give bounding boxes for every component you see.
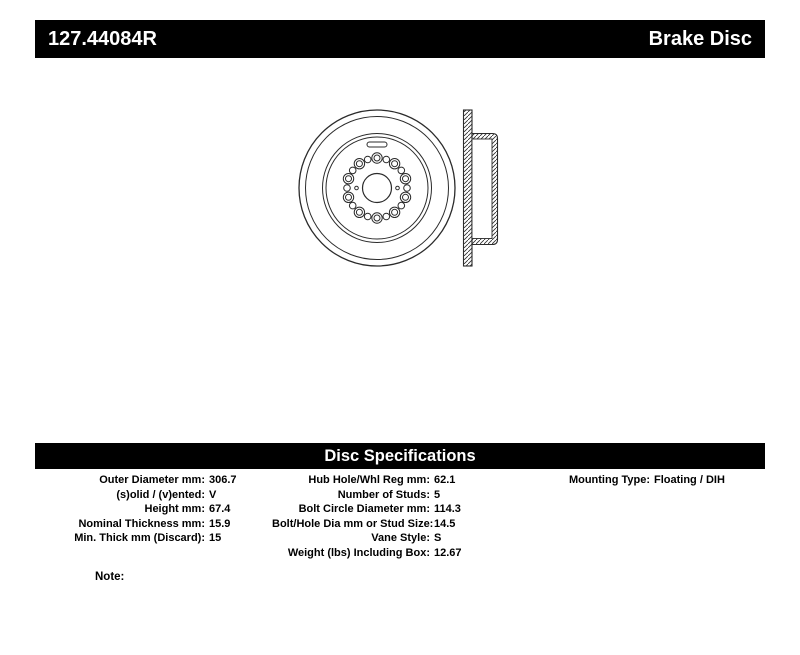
access-hole (349, 167, 356, 174)
stud-hole (354, 159, 364, 169)
access-hole (404, 185, 411, 192)
stud-hole (343, 192, 353, 202)
spec-value: 14.5 (434, 517, 456, 530)
stud-hole (372, 153, 382, 163)
spec-value: 62.1 (434, 474, 456, 486)
spec-row-bolt-circle-diameter (272, 502, 537, 517)
spec-row-weight (272, 546, 537, 561)
spec-label: Number of Studs: (337, 488, 430, 501)
spec-row-bolt-hole-dia (272, 517, 537, 532)
note-label: Note: (95, 571, 125, 583)
spec-value: 306.7 (209, 474, 237, 486)
spec-row-height (35, 502, 280, 517)
spec-value: 15.9 (209, 517, 231, 530)
spec-value: 67.4 (209, 503, 231, 516)
spec-label: Bolt/Hole Dia mm or Stud Size: (272, 517, 434, 530)
product-type-title: Brake Disc (648, 27, 752, 50)
stud-hole (374, 155, 380, 161)
hat-section-cavity (472, 139, 492, 239)
brake-disc-front-view (299, 110, 455, 266)
rotor-plate-section (464, 110, 473, 266)
part-number: 127.44084R (48, 27, 157, 50)
spec-label: Mounting Type: (568, 474, 650, 486)
spec-row-hub-hole (272, 473, 537, 488)
access-hole (344, 185, 351, 192)
spec-value: 5 (434, 488, 441, 501)
center-bore-circle (363, 174, 392, 203)
spec-label: Height mm: (144, 503, 205, 516)
spec-column-middle (272, 473, 537, 561)
spec-row-vane-style (272, 531, 537, 546)
spec-label: Weight (lbs) Including Box: (287, 546, 430, 559)
outer-inner-circle (306, 117, 449, 260)
spec-label: (s)olid / (v)ented: (116, 488, 205, 501)
stud-hole (374, 215, 380, 221)
stud-hole (356, 161, 362, 167)
spec-column-left (35, 473, 280, 546)
alignment-dot-left (355, 186, 359, 190)
access-hole (364, 156, 371, 163)
spec-label: Vane Style: (371, 532, 430, 545)
hub-band-outer-circle (323, 134, 432, 243)
stud-hole (343, 174, 353, 184)
stud-hole (372, 213, 382, 223)
header-bar (35, 20, 765, 58)
stud-hole (400, 174, 410, 184)
stud-hole (400, 192, 410, 202)
stud-hole (346, 176, 352, 182)
section-title-bar (35, 443, 765, 469)
stud-hole (403, 176, 409, 182)
stud-hole (403, 194, 409, 200)
spec-row-min-thick (35, 531, 280, 546)
spec-label: Bolt Circle Diameter mm: (298, 503, 430, 516)
access-hole (349, 202, 356, 209)
spec-value: 12.67 (434, 546, 462, 559)
spec-label: Nominal Thickness mm: (78, 517, 205, 530)
spec-column-right (555, 473, 765, 488)
access-hole (364, 213, 371, 220)
access-hole (383, 213, 390, 220)
stud-hole (392, 209, 398, 215)
spec-row-solid-vented (35, 488, 280, 503)
spec-label: Min. Thick mm (Discard): (74, 532, 205, 545)
stud-hole (356, 209, 362, 215)
access-hole (398, 202, 405, 209)
spec-value: Floating / DIH (654, 474, 725, 486)
stud-hole (392, 161, 398, 167)
section-title: Disc Specifications (324, 446, 476, 465)
alignment-dot-right (396, 186, 400, 190)
stud-hole (354, 207, 364, 217)
brake-disc-drawing (280, 95, 520, 287)
access-hole (383, 156, 390, 163)
spec-row-number-of-studs (272, 488, 537, 503)
spec-row-outer-diameter (35, 473, 280, 488)
spec-label: Hub Hole/Whl Reg mm: (308, 474, 430, 486)
stud-hole (389, 207, 399, 217)
stud-hole (346, 194, 352, 200)
spec-label: Outer Diameter mm: (99, 474, 205, 486)
spec-value: V (209, 488, 217, 501)
stud-hole (389, 159, 399, 169)
spec-value: S (434, 532, 442, 545)
bolt-hole-ring (343, 153, 410, 223)
spec-value: 114.3 (434, 503, 461, 516)
spec-row-mounting-type (555, 473, 765, 488)
spec-value: 15 (209, 532, 222, 545)
balance-slot (367, 142, 387, 147)
access-hole (398, 167, 405, 174)
brake-disc-side-view (464, 110, 498, 266)
spec-row-nominal-thickness (35, 517, 280, 532)
